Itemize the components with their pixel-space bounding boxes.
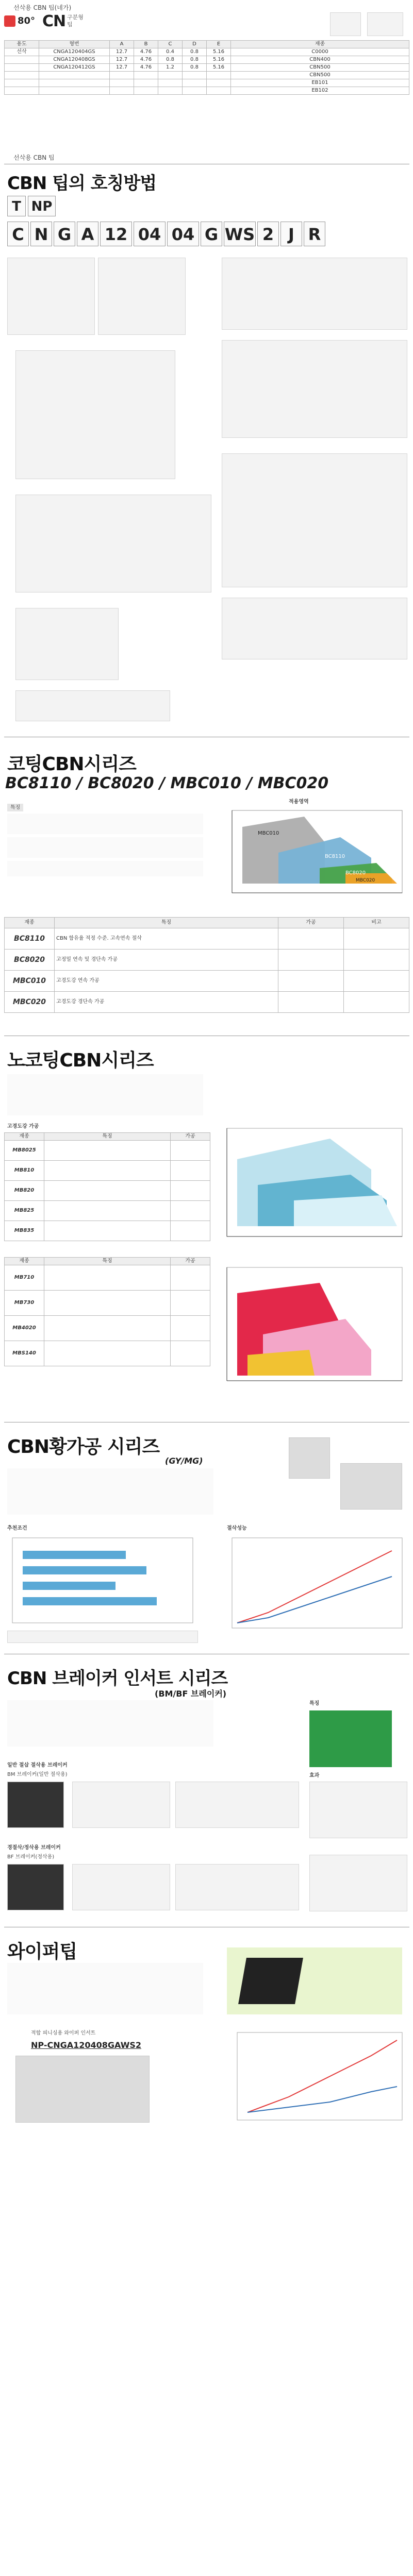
bf-chip-photo bbox=[72, 1864, 170, 1910]
roughing-description bbox=[7, 1468, 213, 1515]
letter-box: WS bbox=[224, 222, 256, 246]
wiper-insert-photo bbox=[15, 2056, 150, 2123]
hand-table bbox=[222, 598, 407, 659]
coating-application-chart bbox=[222, 806, 407, 904]
chart-title: 적용영역 bbox=[289, 799, 309, 805]
shape-code-table bbox=[7, 258, 95, 335]
letter-box: NP bbox=[28, 196, 56, 216]
code-sub-bottom: 팁 bbox=[67, 21, 73, 28]
roughing-sub-left: 추천조건 bbox=[7, 1526, 27, 1531]
roughing-tool-photo bbox=[340, 1463, 402, 1510]
roughing-bottom-table bbox=[7, 1631, 198, 1643]
letter-box: N bbox=[30, 222, 52, 246]
chamfer-table bbox=[15, 608, 119, 680]
coating-series-line: BC8110 / BC8020 / MBC010 / MBC020 bbox=[5, 774, 329, 792]
roughing-title: CBN황가공 시리즈 bbox=[7, 1436, 160, 1458]
series-mbc020: MBC020 bbox=[257, 774, 329, 792]
bm-insert-photo bbox=[7, 1782, 64, 1828]
cutting-edge-length-table bbox=[15, 495, 211, 592]
section-label-cbn-tip: 선삭용 CBN 팁 bbox=[13, 154, 55, 161]
noncoat-grade-table: 재종 특징 가공 MB8025 MB810 MB820 MB825 MB835 bbox=[4, 1132, 210, 1241]
bm-chip-photo bbox=[72, 1782, 170, 1828]
coating-description: 특징 bbox=[7, 804, 208, 876]
angle-label: 80° bbox=[18, 15, 36, 26]
letter-box: G bbox=[201, 222, 222, 246]
roughing-sub-right: 절삭성능 bbox=[227, 1526, 247, 1531]
roughing-title-sub: (GY/MG) bbox=[165, 1456, 203, 1466]
breaker-title-sub: (BM/BF 브레이커) bbox=[155, 1689, 227, 1699]
breaker-description bbox=[7, 1700, 213, 1747]
breaker-type-table bbox=[222, 258, 407, 330]
wiper-example-code: NP-CNGA120408GAWS2 bbox=[31, 2040, 142, 2050]
corner-radius-table bbox=[222, 340, 407, 438]
insert-drawing-1 bbox=[330, 12, 361, 36]
wiper-title: 와이퍼팁 bbox=[7, 1941, 77, 1962]
letter-box: T bbox=[7, 196, 26, 216]
code-title: CN bbox=[42, 12, 66, 30]
wiper-description bbox=[7, 1963, 203, 2014]
coating-title: 코팅CBN시리즈 bbox=[7, 754, 136, 775]
bf-effect-photos bbox=[309, 1855, 407, 1911]
letter-box: 04 bbox=[134, 222, 166, 246]
breaker-title: CBN 브레이커 인서트 시리즈 bbox=[7, 1668, 228, 1689]
wiper-diagram bbox=[227, 1947, 402, 2014]
chart-label-mbc010: MBC010 bbox=[258, 831, 279, 836]
breaker-bf-text: BF 브레이커(정삭용) bbox=[7, 1854, 55, 1860]
nomenclature-top-letters bbox=[7, 196, 56, 216]
series-bc8110: BC8110 bbox=[5, 774, 72, 792]
noncoat-chart bbox=[217, 1123, 407, 1247]
letter-box: G bbox=[54, 222, 75, 246]
top-spec-table: 용도 형번 A B C D E 재종 선삭 CNGA120404GS 12.7 4.76 0.4 0.8 5.16 C0000 CNGA120408GS 12.7 4.76 0.8 0.8 5.16 CBN400 CNGA120412GS 12.7 4.76 1.2 0.8 5.16 CBN500 CBN500 EB101 EB102 bbox=[4, 40, 409, 95]
noncoat-sub: 고경도강 가공 bbox=[7, 1124, 39, 1129]
letter-box: A bbox=[77, 222, 98, 246]
roughing-insert-photo bbox=[289, 1437, 330, 1479]
bf-table bbox=[175, 1864, 299, 1910]
insert-drawing-2 bbox=[367, 12, 403, 36]
wiper-example-label: 적합 피니싱용 와이퍼 인서트 bbox=[31, 2030, 96, 2036]
letter-box: R bbox=[304, 222, 325, 246]
breaker-effect-chart bbox=[309, 1782, 407, 1838]
letter-box: J bbox=[280, 222, 302, 246]
series-mbc010: MBC010 bbox=[170, 774, 241, 792]
nomenclature-title: CBN 팁의 호칭방법 bbox=[7, 173, 157, 194]
chart-label-bc8020: BC8020 bbox=[345, 870, 366, 876]
noncoat-grade-table-2: 재종 특징 가공 MB710 MB730 MB4020 MBS140 bbox=[4, 1257, 210, 1366]
roughing-conditions-chart bbox=[7, 1535, 198, 1628]
letter-box: 12 bbox=[100, 222, 132, 246]
wiper-roughness-chart bbox=[227, 2030, 407, 2128]
tolerance-table bbox=[15, 350, 175, 479]
thickness-table bbox=[222, 453, 407, 587]
bm-table bbox=[175, 1782, 299, 1828]
noncoat-chart-2 bbox=[217, 1262, 407, 1391]
series-bc8020: BC8020 bbox=[88, 774, 154, 792]
bf-insert-photo bbox=[7, 1864, 64, 1910]
nomenclature-letters bbox=[7, 222, 325, 246]
relief-angle-table bbox=[98, 258, 186, 335]
noncoat-description bbox=[7, 1074, 203, 1115]
letter-box: C bbox=[7, 222, 29, 246]
breaker-label-bm: 일반 절삽 절삭용 브레이커 bbox=[7, 1762, 68, 1768]
roughing-performance-chart bbox=[222, 1535, 407, 1638]
breaker-sub-right2: 효과 bbox=[309, 1773, 320, 1778]
breaker-label-bf: 경절삭/정삭용 브레이커 bbox=[7, 1845, 61, 1851]
noncoat-title: 노코팅CBN시리즈 bbox=[7, 1050, 154, 1071]
shape-badge-icon bbox=[4, 15, 15, 27]
code-sub-top: 구분형 bbox=[67, 14, 84, 21]
chart-label-bc8110: BC8110 bbox=[325, 854, 345, 859]
breaker-bm-text: BM 브레이커(일반 절삭용) bbox=[7, 1772, 68, 1777]
edge-prep-table bbox=[15, 690, 170, 721]
coating-grade-table: 재종 특징 가공 비고 BC8110 CBN 함유율 적정 수준. 고속연속 절삭 BC8020 고정밀 연속 및 경단속 가공 MBC010 고경도강 연속 가공 MBC020 고경도강 경단속 가공 bbox=[4, 917, 409, 1013]
letter-box: 04 bbox=[167, 222, 199, 246]
breaker-sub-right: 특징 bbox=[309, 1701, 320, 1706]
chart-label-mbc020: MBC020 bbox=[356, 878, 375, 883]
letter-box: 2 bbox=[257, 222, 279, 246]
breadcrumb: 선삭용 CBN 팁(네가) bbox=[13, 4, 72, 11]
breaker-diagram bbox=[309, 1710, 392, 1767]
